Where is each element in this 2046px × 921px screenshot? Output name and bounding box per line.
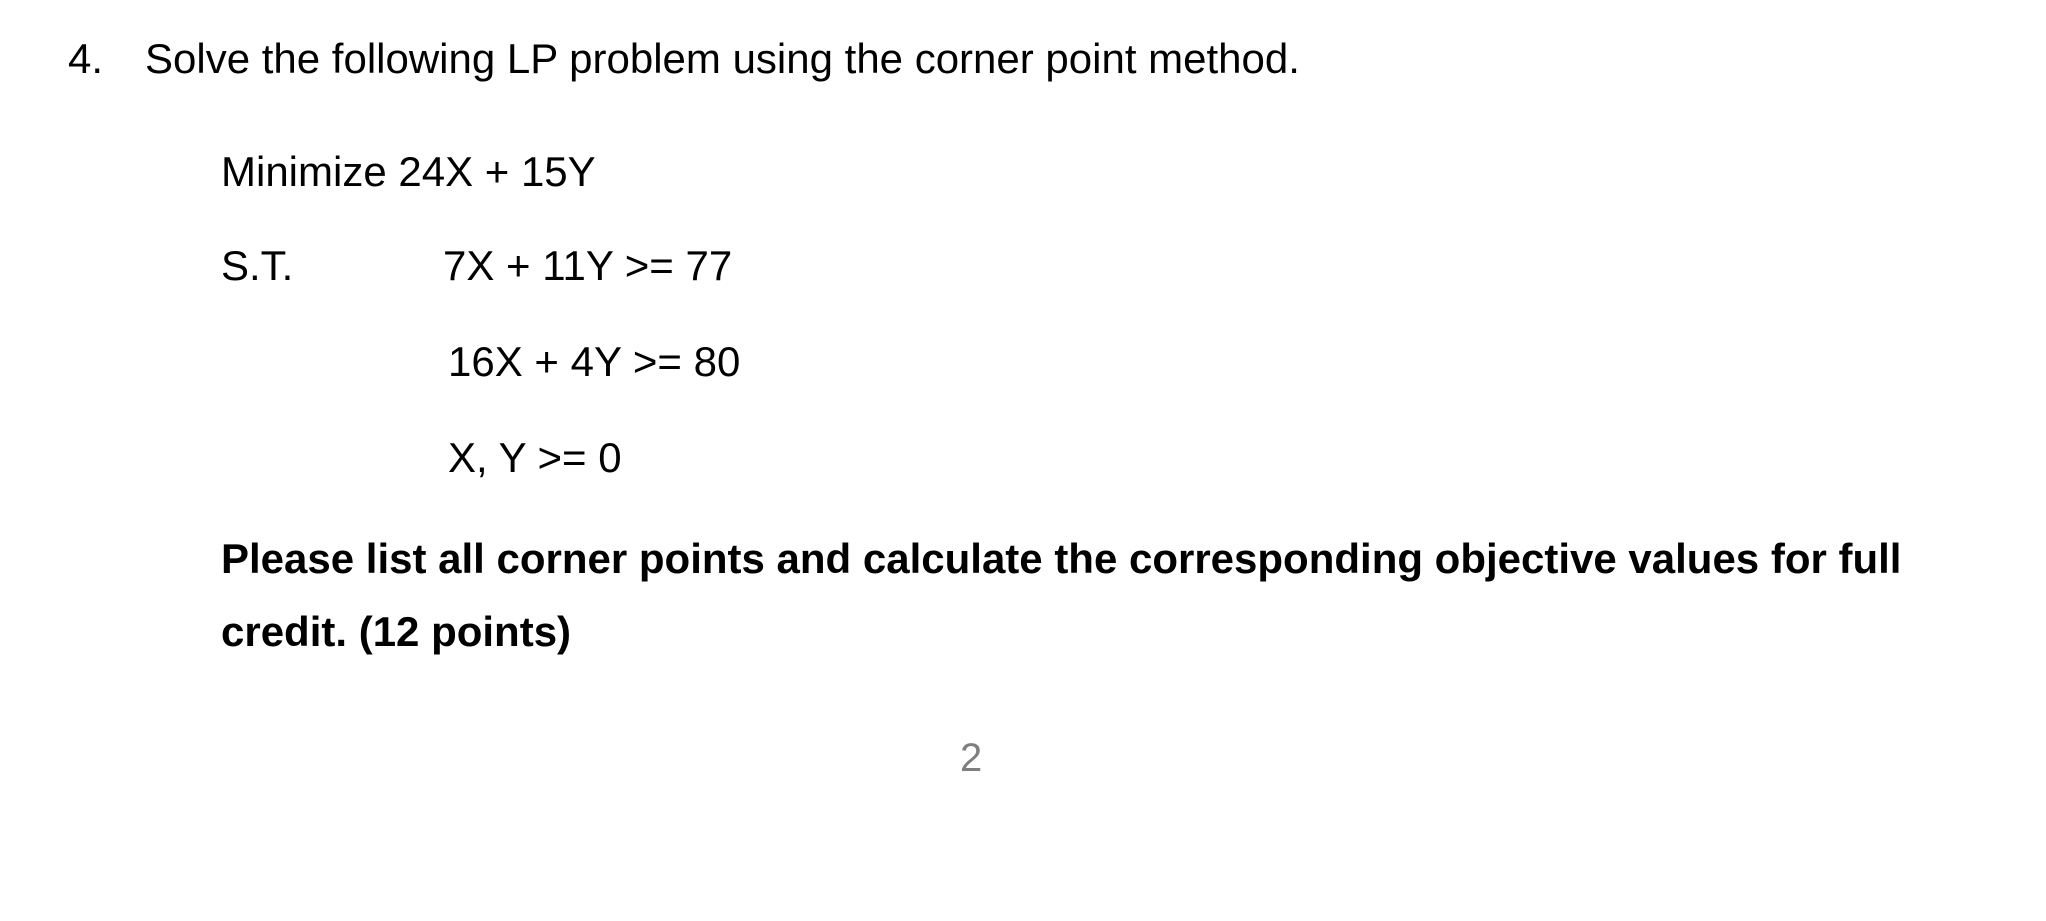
subject-to-label: S.T. <box>221 242 294 289</box>
question-number: 4. <box>68 35 104 82</box>
nonnegativity-constraint: X, Y >= 0 <box>448 434 622 481</box>
constraint-2: 16X + 4Y >= 80 <box>448 338 741 385</box>
instruction-text: Please list all corner points and calculate the corresponding objective values for full credit. (12 points) <box>221 535 1902 655</box>
question-text: Solve the following LP problem using the corner point method. <box>145 35 1300 82</box>
page-number: 2 <box>960 736 983 780</box>
objective-function: Minimize 24X + 15Y <box>221 148 596 195</box>
constraint-1: 7X + 11Y >= 77 <box>443 242 733 289</box>
